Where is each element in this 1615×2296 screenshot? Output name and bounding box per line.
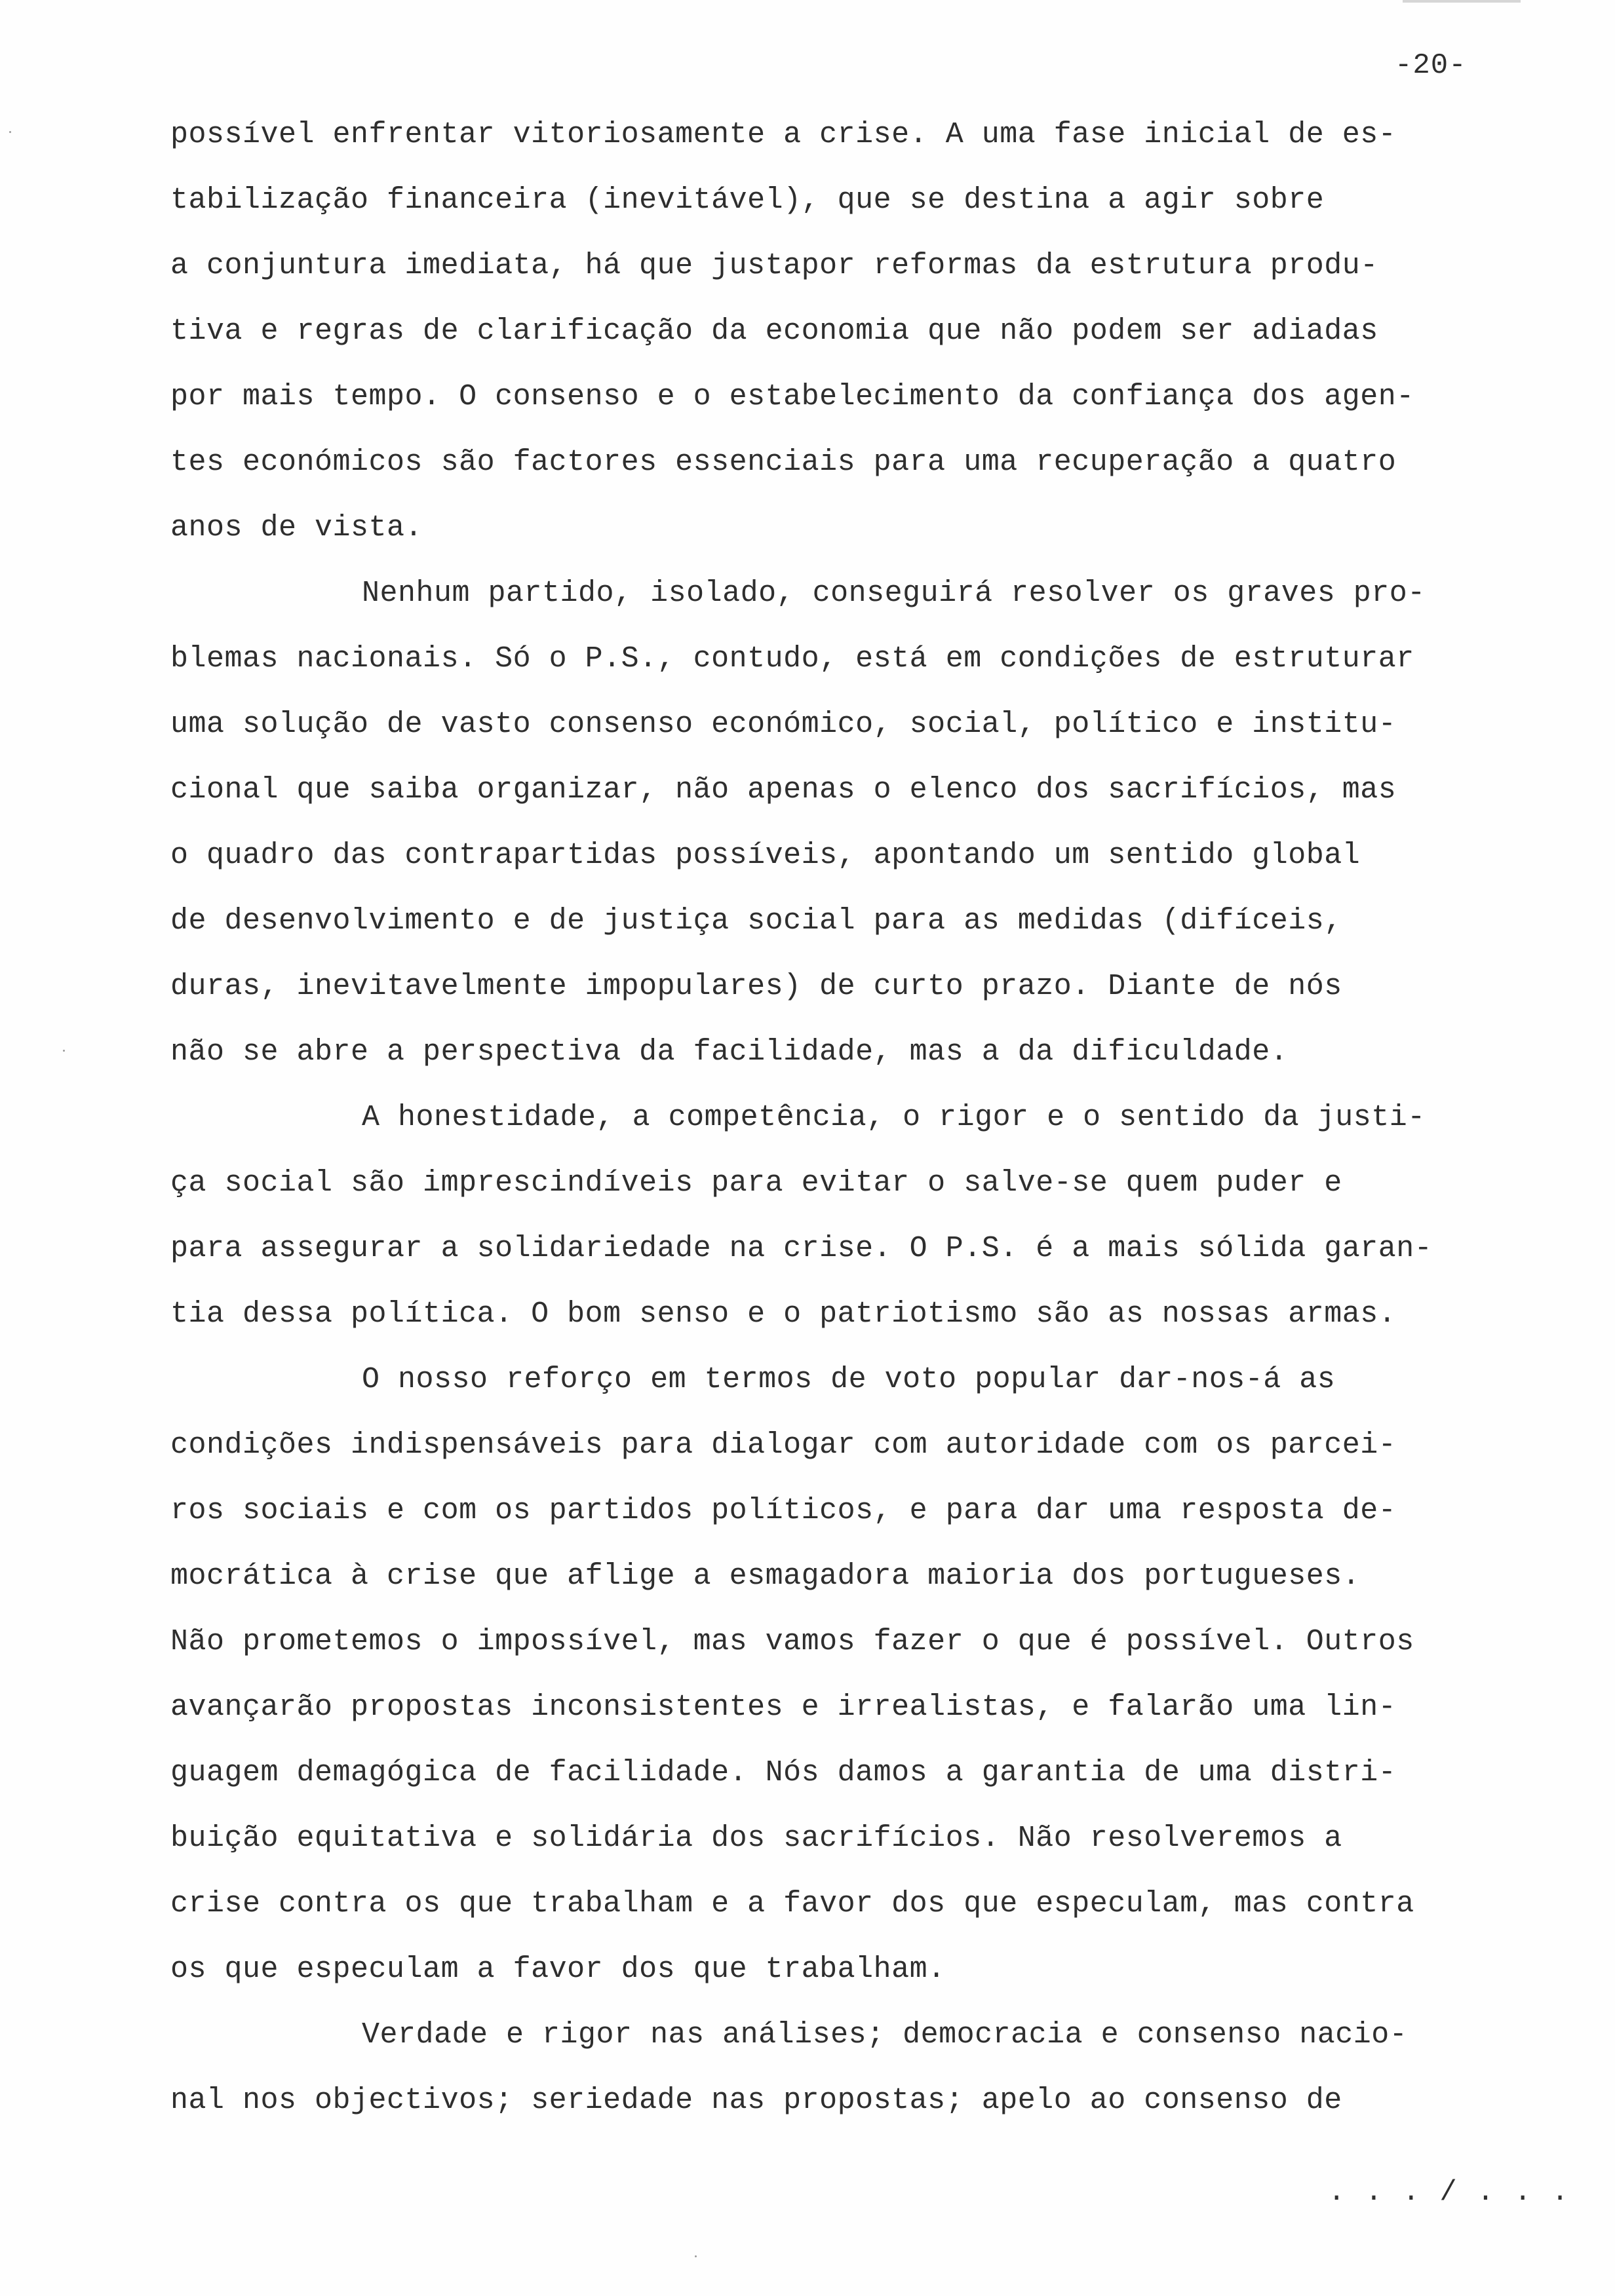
text-line: avançarão propostas inconsistentes e irrealistas, e falarão uma lin-	[170, 1691, 1397, 1724]
text-line: tiva e regras de clarificação da economia que não podem ser adiadas	[170, 315, 1378, 348]
text-line: crise contra os que trabalham e a favor dos que especulam, mas contra	[170, 1887, 1414, 1921]
text-line: os que especulam a favor dos que trabalham.	[170, 1953, 946, 1986]
text-line: duras, inevitavelmente impopulares) de curto prazo. Diante de nós	[170, 970, 1342, 1003]
text-line: buição equitativa e solidária dos sacrifícios. Não resolveremos a	[170, 1822, 1342, 1855]
scan-artifact	[63, 1050, 65, 1052]
text-line: o quadro das contrapartidas possíveis, apontando um sentido global	[170, 839, 1361, 872]
text-line: condições indispensáveis para dialogar com autoridade com os parcei-	[170, 1428, 1397, 1462]
text-line: cional que saiba organizar, não apenas o elenco dos sacrifícios, mas	[170, 773, 1397, 807]
text-line: tabilização financeira (inevitável), que se destina a agir sobre	[170, 183, 1325, 217]
scan-artifact	[1403, 0, 1521, 3]
text-line: Verdade e rigor nas análises; democracia e consenso nacio-	[362, 2018, 1408, 2052]
text-line: de desenvolvimento e de justiça social para as medidas (difíceis,	[170, 904, 1342, 938]
page-number: -20-	[1395, 49, 1467, 82]
text-line: ça social são imprescindíveis para evitar o salve-se quem puder e	[170, 1166, 1342, 1200]
text-line: Não prometemos o impossível, mas vamos fazer o que é possível. Outros	[170, 1625, 1414, 1658]
text-line: nal nos objectivos; seriedade nas propostas; apelo ao consenso de	[170, 2084, 1342, 2117]
text-line: blemas nacionais. Só o P.S., contudo, está em condições de estruturar	[170, 642, 1414, 676]
text-line: ros sociais e com os partidos políticos, e para dar uma resposta de-	[170, 1494, 1397, 1527]
text-line: O nosso reforço em termos de voto popular dar-nos-á as	[362, 1363, 1336, 1396]
text-line: possível enfrentar vitoriosamente a crise. A uma fase inicial de es-	[170, 118, 1397, 151]
continuation-marker: . . . / . . .	[1328, 2176, 1570, 2209]
text-line: tia dessa política. O bom senso e o patriotismo são as nossas armas.	[170, 1297, 1397, 1331]
text-line: tes económicos são factores essenciais para uma recuperação a quatro	[170, 446, 1397, 479]
text-line: A honestidade, a competência, o rigor e o sentido da justi-	[362, 1101, 1426, 1134]
text-line: não se abre a perspectiva da facilidade, mas a da dificuldade.	[170, 1035, 1289, 1069]
text-line: mocrática à crise que aflige a esmagadora maioria dos portugueses.	[170, 1559, 1361, 1593]
text-line: Nenhum partido, isolado, conseguirá resolver os graves pro-	[362, 577, 1426, 610]
scan-artifact	[9, 131, 11, 133]
text-line: uma solução de vasto consenso económico, social, político e institu-	[170, 708, 1397, 741]
text-line: guagem demagógica de facilidade. Nós damos a garantia de uma distri-	[170, 1756, 1397, 1789]
text-line: para assegurar a solidariedade na crise. O P.S. é a mais sólida garan-	[170, 1232, 1433, 1265]
scan-artifact	[695, 2255, 697, 2257]
text-line: a conjuntura imediata, há que justapor reformas da estrutura produ-	[170, 249, 1378, 282]
text-line: por mais tempo. O consenso e o estabelecimento da confiança dos agen-	[170, 380, 1414, 413]
text-line: anos de vista.	[170, 511, 423, 545]
